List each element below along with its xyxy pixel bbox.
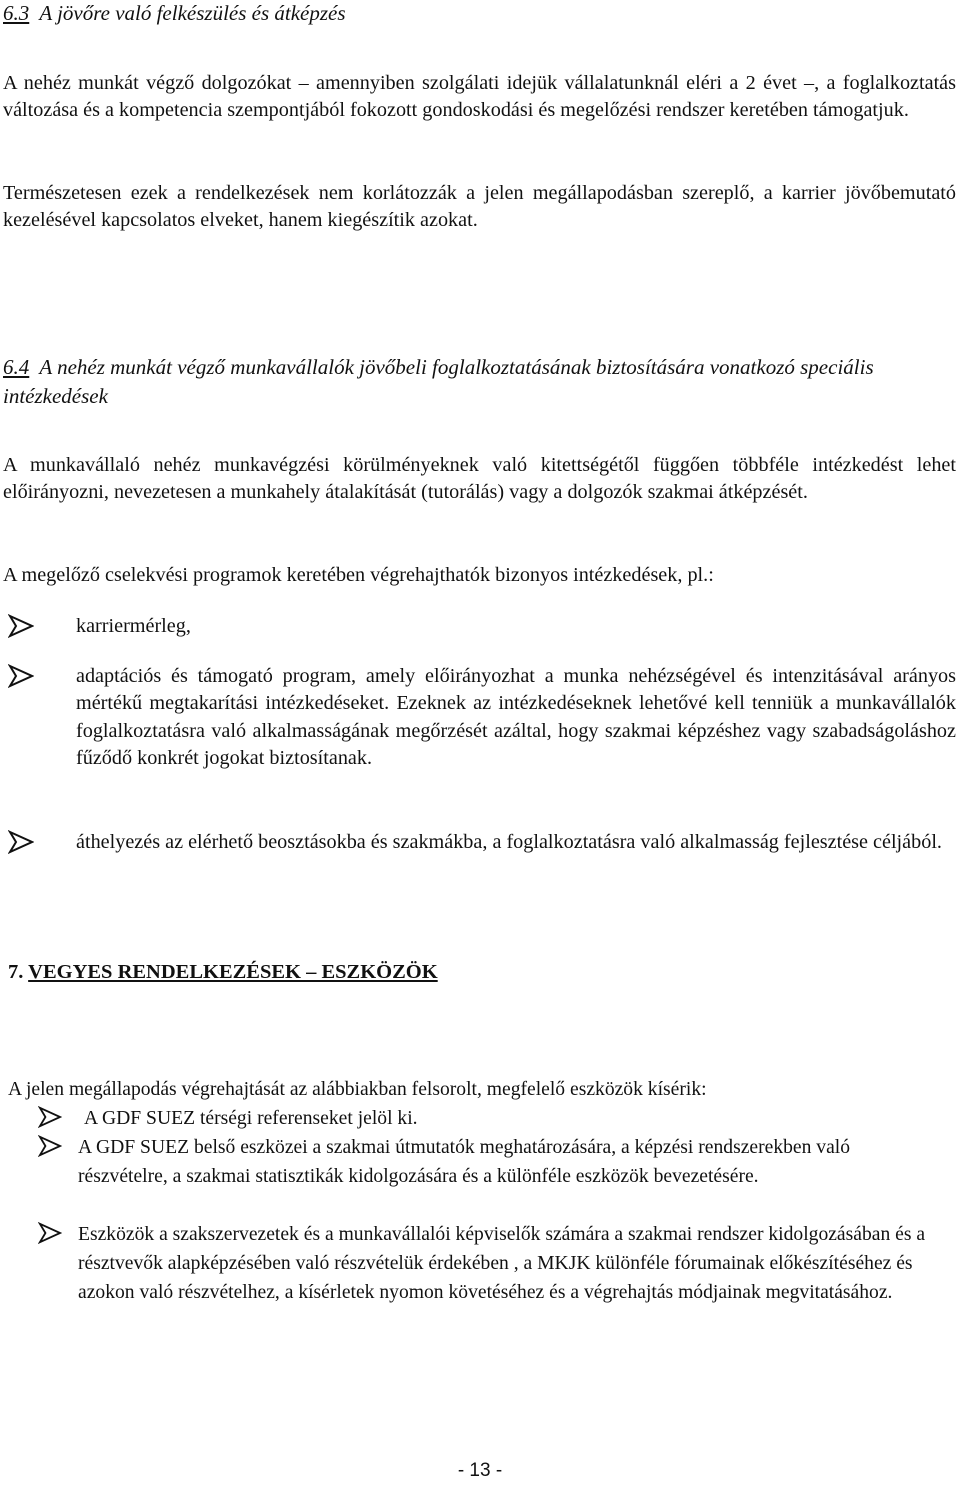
arrowhead-bullet-icon — [38, 1106, 62, 1128]
section-6-4-number: 6.4 — [3, 355, 30, 379]
arrowhead-bullet-icon — [38, 1222, 62, 1244]
bullet-text: áthelyezés az elérhető beosztásokba és szakmákba, a foglalkoztatásra való alkalmasság fejlesztése céljából. — [76, 831, 942, 853]
section-7-number: 7. — [8, 961, 24, 983]
section-6-3-heading — [3, 0, 346, 28]
section-6-4-title: A nehéz munkát végző munkavállalók jövőbeli foglalkoztatásának biztosítására vonatkozó speciális intézkedések — [3, 355, 874, 408]
arrowhead-bullet-icon — [38, 1135, 62, 1157]
arrowhead-bullet-icon — [8, 664, 34, 688]
bullet-text: Eszközök a szakszervezetek és a munkavállalói képviselők számára a szakmai rendszer kidolgozásában és a résztvevők alapképzésében való részvételük érdekében , a MKJK különféle fórumainak előkészítéséhez és azokon való részvételhez, a kísérletek nyomon követéséhez és a végrehajtás módjainak megvitatásához. — [78, 1224, 926, 1304]
section-6-3-number: 6.3 — [3, 1, 30, 25]
section-6-3-paragraph-1: A nehéz munkát végző dolgozókat – amennyiben szolgálati idejük vállalatunknál eléri a 2 évet –, a foglalkoztatás változása és a kompetencia szempontjából fokozott gondoskodási és megelőzési rendszer keretében támogatjuk. — [3, 72, 956, 122]
section-6-3-title: A jövőre való felkészülés és átképzés — [39, 1, 346, 25]
section-6-4-paragraph-1: A munkavállaló nehéz munkavégzési körülményeknek való kitettségétől függően többféle intézkedést lehet előirányozni, nevezetesen a munkahely átalakítását (tutorálás) vagy a dolgozók szakmai átképzését. — [3, 454, 956, 504]
section-7-heading — [8, 958, 438, 986]
page-number: - 13 - — [457, 1460, 503, 1481]
section-7-intro: A jelen megállapodás végrehajtását az alábbiakban felsorolt, megfelelő eszközök kísérik: — [8, 1079, 707, 1100]
section-6-3-paragraph-2: Természetesen ezek a rendelkezések nem korlátozzák a jelen megállapodásban szereplő, a karrier jövőbemutató kezelésével kapcsolatos elveket, hanem kiegészítik azokat. — [3, 182, 956, 232]
section-6-4-heading — [3, 353, 956, 411]
bullet-text: A GDF SUEZ belső eszközei a szakmai útmutatók meghatározására, a képzési rendszerekben való részvételre, a szakmai statisztikák kidolgozására és a különféle eszközök bevezetésére. — [78, 1137, 851, 1188]
bullet-text: karriermérleg, — [76, 615, 191, 637]
bullet-text: adaptációs és támogató program, amely előirányozhat a munka nehézségével és intenzitásával arányos mértékű megtakarítási intézkedéseket. Ezeknek az intézkedéseknek lehetővé kell tenniük a munkavállalók foglalkoztatásra való alkalmasságának megőrzését azáltal, hogy szakmai képzéshez vagy szabadságoláshoz fűződő konkrét jogokat biztosítanak. — [76, 665, 956, 770]
section-7-title: VEGYES RENDELKEZÉSEK – ESZKÖZÖK — [28, 961, 438, 983]
bullet-text: A GDF SUEZ térségi referenseket jelöl ki. — [84, 1108, 418, 1129]
arrowhead-bullet-icon — [8, 614, 34, 638]
section-6-4-paragraph-2: A megelőző cselekvési programok keretében végrehajthatók bizonyos intézkedések, pl.: — [3, 564, 714, 586]
arrowhead-bullet-icon — [8, 830, 34, 854]
